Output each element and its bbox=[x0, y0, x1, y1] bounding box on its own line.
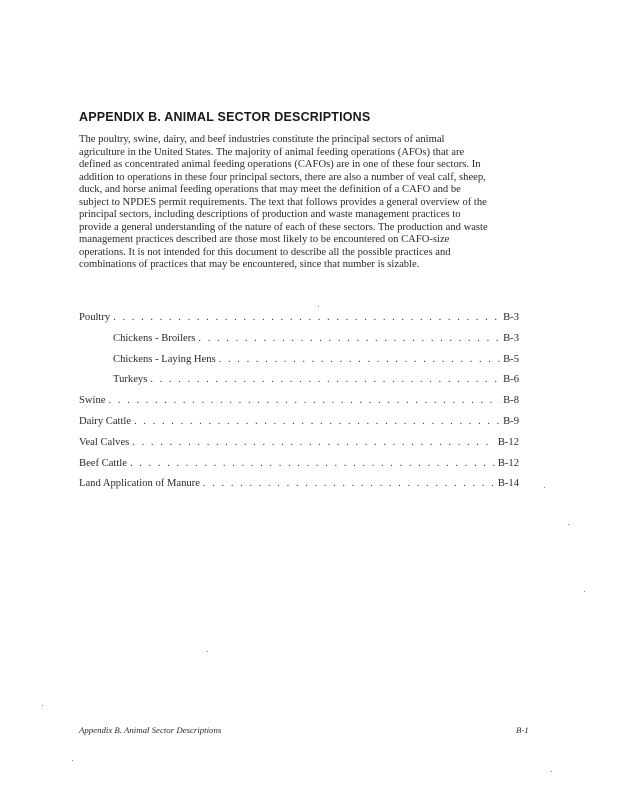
appendix-heading: APPENDIX B. ANIMAL SECTOR DESCRIPTIONS bbox=[79, 110, 371, 124]
toc-dot-leader bbox=[130, 458, 495, 469]
toc-entry-label: Poultry bbox=[79, 312, 111, 323]
toc-entry-label: Turkeys bbox=[113, 374, 148, 386]
toc-dot-leader bbox=[203, 478, 495, 489]
intro-line: management practices described are those most likely to be encountered on CAFO-size bbox=[79, 234, 450, 245]
toc-entry-page: B-5 bbox=[503, 353, 519, 365]
toc-dot-leader bbox=[108, 395, 500, 406]
scan-speck bbox=[568, 524, 569, 525]
intro-line: agriculture in the United States. The majority of animal feeding operations (AFOs) that are bbox=[79, 146, 465, 158]
toc-entry-veal-calves bbox=[79, 437, 519, 458]
intro-line: provide a general understanding of the nature of each of these sectors. The production and waste bbox=[79, 221, 488, 233]
toc-entry-page: B-12 bbox=[497, 457, 519, 469]
scan-speck bbox=[42, 705, 43, 706]
toc-dot-leader bbox=[219, 354, 500, 365]
toc-entry-label: Beef Cattle bbox=[79, 457, 127, 469]
toc-entry-swine bbox=[79, 395, 519, 416]
toc-dot-leader bbox=[198, 333, 500, 344]
toc-entry-label: Swine bbox=[79, 395, 106, 407]
toc-entry-page: B-6 bbox=[503, 374, 519, 386]
toc-entry-label: Land Application of Manure bbox=[79, 478, 200, 490]
scan-speck bbox=[551, 771, 552, 772]
toc-entry-label: Chickens - Laying Hens bbox=[113, 353, 216, 365]
toc-entry-turkeys bbox=[79, 374, 519, 395]
intro-line: principal sectors, including descriptions of production and waste management practices to bbox=[79, 209, 461, 220]
table-of-contents bbox=[79, 312, 519, 499]
intro-line: combinations of practices that may be encountered, since that number is sizable. bbox=[79, 259, 420, 270]
toc-entry-label: Veal Calves bbox=[79, 436, 130, 448]
toc-dot-leader bbox=[150, 374, 500, 385]
toc-entry-page: B-3 bbox=[503, 312, 519, 323]
toc-entry-label: Dairy Cattle bbox=[79, 415, 132, 427]
toc-entry-page: B-12 bbox=[497, 436, 519, 448]
intro-line: operations. It is not intended for this document to describe all the possible practices and bbox=[79, 246, 451, 258]
intro-line: defined as concentrated animal feeding operations (CAFOs) are in one of these four sectors. In bbox=[79, 159, 481, 170]
toc-entry-page: B-9 bbox=[503, 415, 519, 427]
toc-entry-land-application bbox=[79, 478, 519, 499]
scan-speck bbox=[207, 651, 208, 652]
intro-line: duck, and horse animal feeding operations that may meet the definition of a CAFO and be bbox=[79, 184, 461, 195]
footer-page-number: B-1 bbox=[516, 725, 529, 735]
scan-speck bbox=[72, 760, 73, 761]
intro-paragraph bbox=[79, 134, 531, 272]
toc-entry-beef-cattle bbox=[79, 458, 519, 479]
toc-dot-leader bbox=[134, 416, 500, 427]
toc-entry-poultry bbox=[79, 312, 519, 333]
scan-speck bbox=[544, 487, 545, 488]
scan-speck bbox=[584, 591, 585, 592]
intro-line: The poultry, swine, dairy, and beef industries constitute the principal sectors of animal bbox=[79, 134, 445, 145]
intro-line: addition to operations in these four principal sectors, there are also a number of veal calf, sheep, bbox=[79, 171, 486, 183]
toc-entry-page: B-3 bbox=[503, 332, 519, 344]
toc-dot-leader bbox=[113, 312, 500, 323]
toc-entry-chickens-laying-hens bbox=[79, 354, 519, 375]
toc-entry-chickens-broilers bbox=[79, 333, 519, 354]
toc-dot-leader bbox=[132, 437, 495, 448]
footer-title: Appendix B. Animal Sector Descriptions bbox=[79, 725, 222, 735]
toc-entry-dairy-cattle bbox=[79, 416, 519, 437]
scan-speck bbox=[318, 306, 319, 307]
toc-entry-page: B-8 bbox=[503, 395, 519, 407]
intro-line: subject to NPDES permit requirements. The text that follows provides a general overview of the bbox=[79, 196, 487, 208]
toc-entry-page: B-14 bbox=[497, 478, 519, 490]
toc-entry-label: Chickens - Broilers bbox=[113, 332, 196, 344]
